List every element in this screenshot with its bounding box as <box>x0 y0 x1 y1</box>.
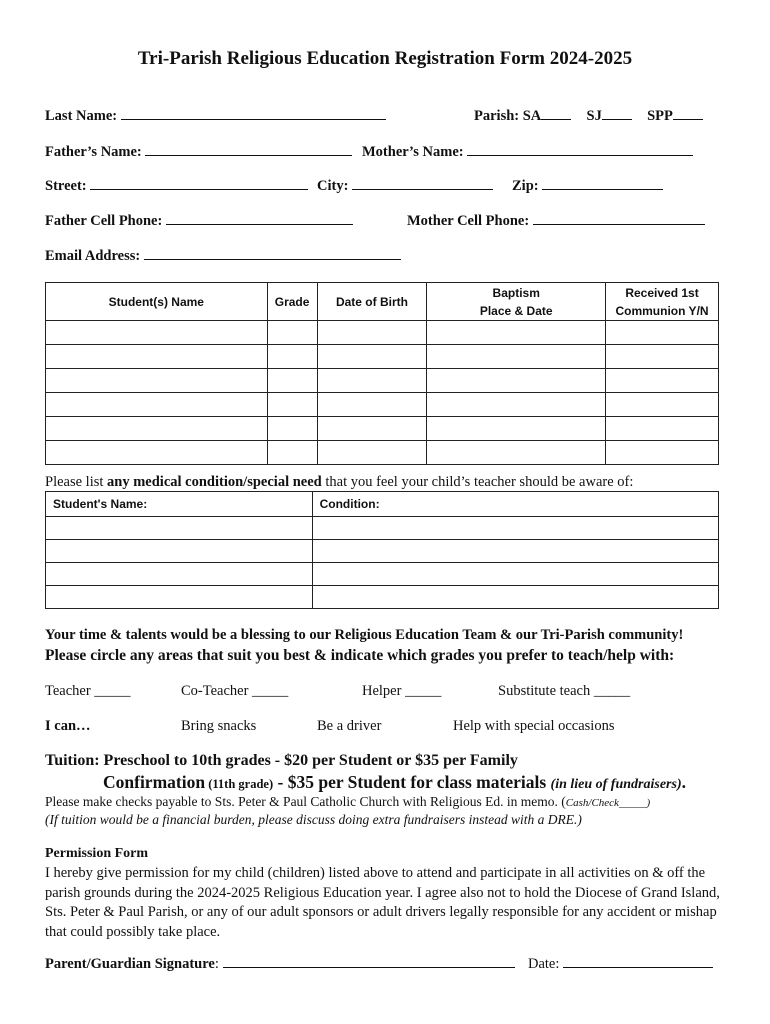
street-row <box>45 176 308 195</box>
confirmation-grade: (11th grade) <box>205 777 274 791</box>
table-cell[interactable] <box>427 417 606 441</box>
parish-label: Parish: <box>474 108 520 124</box>
cash-check-text: Cash/Check_____) <box>565 797 651 809</box>
table-cell[interactable] <box>606 321 719 345</box>
signature-field[interactable] <box>223 954 515 968</box>
table-cell[interactable] <box>317 393 427 417</box>
medical-prompt-bold: any medical condition/special need <box>107 474 322 490</box>
parish-spp-field[interactable] <box>673 106 703 120</box>
table-cell[interactable] <box>46 517 313 540</box>
medical-table <box>45 491 719 609</box>
table-cell[interactable] <box>46 369 268 393</box>
col-medical-condition: Condition: <box>312 492 718 517</box>
option-teacher[interactable]: Teacher _____ <box>45 683 131 699</box>
parish-sa-field[interactable] <box>541 106 571 120</box>
table-cell[interactable] <box>317 345 427 369</box>
table-cell[interactable] <box>46 393 268 417</box>
permission-text: I hereby give permission for my child (children) listed above to attend and participate in all activities on & off the parish grounds during the 2024-2025 Religious Education year. I agree also not to hold the Diocese of Grand Island, Sts. Peter & Paul Parish, or any of our adult sponsors or adult drivers legally responsible for any accident or mishap that could possibly take place. <box>45 865 720 940</box>
option-co-teacher[interactable]: Co-Teacher _____ <box>181 683 289 699</box>
mother-cell-label: Mother Cell Phone: <box>407 213 530 229</box>
col-baptism-line2: Place & Date <box>479 303 553 318</box>
table-cell[interactable] <box>606 345 719 369</box>
table-cell[interactable] <box>267 321 317 345</box>
confirmation-price: - $35 per Student for class materials <box>273 772 551 792</box>
table-cell[interactable] <box>317 369 427 393</box>
table-cell[interactable] <box>46 321 268 345</box>
parish-row <box>474 106 703 125</box>
table-cell[interactable] <box>267 393 317 417</box>
table-cell[interactable] <box>312 563 718 586</box>
option-snacks[interactable]: Bring snacks <box>181 718 257 734</box>
signature-colon: : <box>214 956 219 972</box>
table-row <box>46 321 719 345</box>
table-cell[interactable] <box>427 369 606 393</box>
father-name-label: Father’s Name: <box>45 144 142 160</box>
signature-label: Parent/Guardian Signature <box>45 956 215 972</box>
i-can-label: I can… <box>45 718 91 734</box>
volunteer-line1: Your time & talents would be a blessing to our Religious Education Team & our Tri-Parish community! <box>45 627 684 643</box>
option-substitute[interactable]: Substitute teach _____ <box>498 683 631 699</box>
table-cell[interactable] <box>46 441 268 465</box>
date-row <box>528 954 713 973</box>
table-row <box>46 393 719 417</box>
tuition-line: Tuition: Preschool to 10th grades - $20 per Student or $35 per Family <box>45 752 518 769</box>
table-cell[interactable] <box>317 441 427 465</box>
zip-label: Zip: <box>512 178 539 194</box>
checks-text: Please make checks payable to Sts. Peter & Paul Catholic Church with Religious Ed. in memo. ( <box>45 794 566 809</box>
table-cell[interactable] <box>46 540 313 563</box>
table-cell[interactable] <box>606 441 719 465</box>
date-field[interactable] <box>563 954 713 968</box>
table-row <box>46 517 719 540</box>
permission-heading: Permission Form <box>45 846 149 861</box>
col-communion-line1: Received 1st <box>625 285 699 300</box>
last-name-label: Last Name: <box>45 108 118 124</box>
street-field[interactable] <box>90 176 308 190</box>
father-cell-field[interactable] <box>166 211 353 225</box>
checks-line <box>45 794 650 810</box>
table-cell[interactable] <box>427 441 606 465</box>
table-cell[interactable] <box>46 417 268 441</box>
medical-prompt <box>45 474 633 491</box>
table-cell[interactable] <box>427 345 606 369</box>
burden-line: (If tuition would be a financial burden, please discuss doing extra fundraisers instead with a DRE.) <box>45 812 582 827</box>
table-cell[interactable] <box>267 417 317 441</box>
option-special-occasions[interactable]: Help with special occasions <box>453 718 615 734</box>
table-cell[interactable] <box>46 586 313 609</box>
col-medical-student: Student's Name: <box>46 492 313 517</box>
table-cell[interactable] <box>606 369 719 393</box>
students-table <box>45 282 719 465</box>
col-grade: Grade <box>267 283 317 321</box>
col-communion <box>606 283 719 321</box>
table-cell[interactable] <box>46 563 313 586</box>
col-student-name: Student(s) Name <box>46 283 268 321</box>
option-helper[interactable]: Helper _____ <box>362 683 442 699</box>
table-row <box>46 563 719 586</box>
father-name-row <box>45 142 352 161</box>
table-cell[interactable] <box>606 393 719 417</box>
col-date-of-birth: Date of Birth <box>317 283 427 321</box>
table-row <box>46 417 719 441</box>
street-label: Street: <box>45 178 87 194</box>
students-table-header <box>46 283 719 321</box>
form-title: Tri-Parish Religious Education Registration Form 2024-2025 <box>137 48 633 69</box>
table-row <box>46 586 719 609</box>
mother-name-field[interactable] <box>467 142 693 156</box>
table-cell[interactable] <box>46 345 268 369</box>
city-field[interactable] <box>352 176 493 190</box>
table-row <box>46 369 719 393</box>
signature-row <box>45 954 515 973</box>
zip-row <box>512 176 663 195</box>
table-cell[interactable] <box>606 417 719 441</box>
option-driver[interactable]: Be a driver <box>317 718 382 734</box>
confirmation-note: (in lieu of fundraisers) <box>550 777 682 792</box>
mother-cell-field[interactable] <box>533 211 705 225</box>
father-cell-row <box>45 211 353 230</box>
medical-prompt-pre: Please list <box>45 474 108 490</box>
col-communion-line2: Communion Y/N <box>615 303 709 318</box>
medical-prompt-post: that you feel your child’s teacher should be aware of: <box>321 474 634 490</box>
table-row <box>46 540 719 563</box>
mother-name-row <box>362 142 693 161</box>
parish-sa-label: SA <box>522 108 542 124</box>
confirmation-end: . <box>681 772 686 792</box>
date-label: Date: <box>528 956 560 972</box>
table-cell[interactable] <box>312 540 718 563</box>
last-name-row <box>45 106 386 125</box>
confirmation-label: Confirmation <box>103 772 206 792</box>
table-cell[interactable] <box>427 321 606 345</box>
table-row <box>46 345 719 369</box>
table-cell[interactable] <box>267 369 317 393</box>
father-cell-label: Father Cell Phone: <box>45 213 163 229</box>
parish-sj-field[interactable] <box>602 106 632 120</box>
parish-spp-label: SPP <box>647 108 673 124</box>
col-baptism-line1: Baptism <box>492 285 540 300</box>
mother-cell-row <box>407 211 705 230</box>
email-field[interactable] <box>144 246 401 260</box>
table-cell[interactable] <box>267 441 317 465</box>
email-row <box>45 246 401 265</box>
table-cell[interactable] <box>267 345 317 369</box>
table-cell[interactable] <box>317 321 427 345</box>
father-name-field[interactable] <box>145 142 352 156</box>
zip-field[interactable] <box>542 176 663 190</box>
col-baptism <box>427 283 606 321</box>
parish-sj-label: SJ <box>586 108 602 124</box>
table-cell[interactable] <box>317 417 427 441</box>
volunteer-line2: Please circle any areas that suit you best & indicate which grades you prefer to teach/help with: <box>45 647 675 664</box>
mother-name-label: Mother’s Name: <box>362 144 464 160</box>
last-name-field[interactable] <box>121 106 386 120</box>
table-cell[interactable] <box>312 517 718 540</box>
table-cell[interactable] <box>312 586 718 609</box>
medical-table-header <box>46 492 719 517</box>
city-row <box>317 176 493 195</box>
email-label: Email Address: <box>45 248 141 264</box>
table-row <box>46 441 719 465</box>
table-cell[interactable] <box>427 393 606 417</box>
city-label: City: <box>317 178 349 194</box>
confirmation-line <box>103 772 686 793</box>
